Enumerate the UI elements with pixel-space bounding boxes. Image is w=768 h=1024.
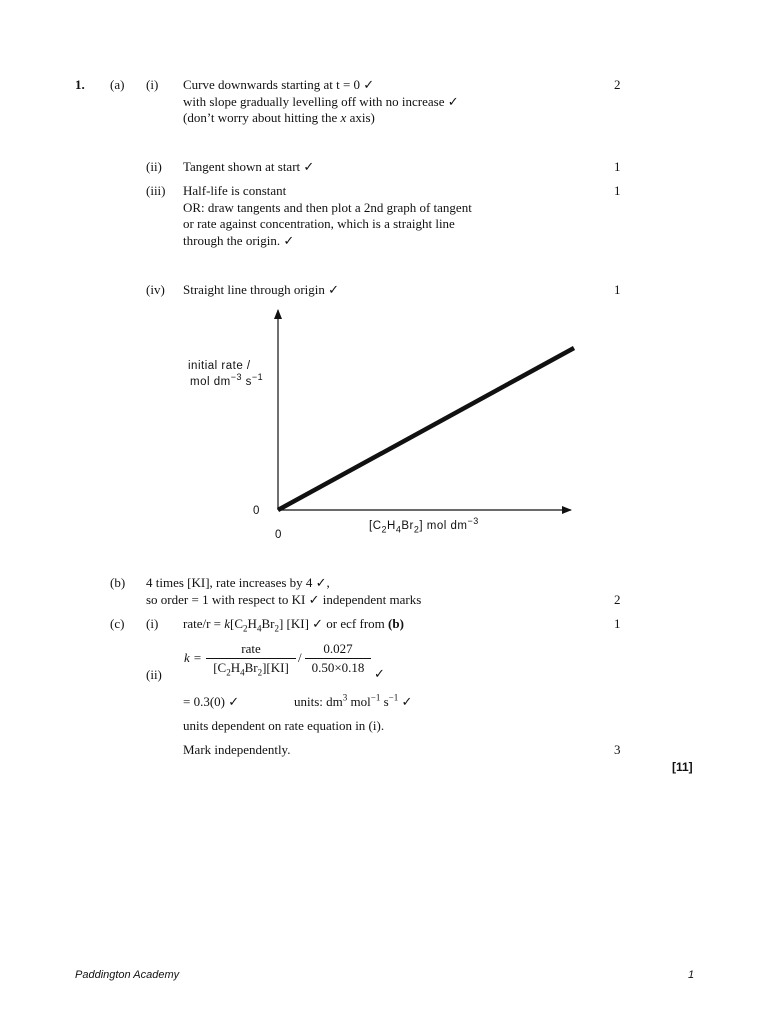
part-a-ii-marks: 1 [614,159,621,174]
part-a-i-line1: Curve downwards starting at t = 0 ✓ [183,77,375,92]
fraction-rate-over-conc [206,641,296,676]
part-a-i-marks: 2 [614,77,621,92]
part-a-ii-label: (ii) [146,159,162,174]
footer-page-number: 1 [688,969,695,981]
k-answer: = 0.3(0) ✓ [183,694,240,709]
fraction1-numerator: rate [241,641,261,656]
part-a-iii-marks: 1 [614,183,621,198]
part-c-label: (c) [110,616,125,631]
y-origin-label: 0 [253,505,260,517]
part-a-ii-text: Tangent shown at start ✓ [183,159,315,174]
part-c-ii-marks: 3 [614,742,621,757]
part-c-i-text: rate/r = $k[C_2H_4Br_2]$ [KI] ✓ or ecf from (b) [183,616,404,634]
part-a-iii-label: (iii) [146,183,166,198]
part-a-iii-line2: OR: draw tangents and then plot a 2nd graph of tangent [183,200,472,215]
x-axis-label: $[C_2H_4Br_2]$ mol $dm^{-3}$ [369,516,479,535]
part-a-iii-line1: Half-life is constant [183,183,287,198]
part-a-iv-marks: 1 [614,282,621,297]
mark-independently: Mark independently. [183,742,291,757]
k-units: units: $dm^3$ mol$^{-1}$ $s^{-1}$ ✓ [294,692,413,709]
fraction-numeric [305,641,371,676]
units-note: units dependent on rate equation in (i). [183,718,385,733]
part-b-marks: 2 [614,592,621,607]
k-equals: k = [184,650,202,665]
x-origin-label: 0 [275,529,282,541]
part-a-label: (a) [110,77,125,92]
fraction1-denominator: $[C_2H_4Br_2][KI]$ [213,660,289,678]
question-number: 1. [75,77,85,92]
fraction-check: ✓ [374,666,385,681]
part-b-label: (b) [110,575,126,590]
part-b-line1: 4 times [KI], rate increases by 4 ✓, [146,575,330,590]
part-a-i-line2: with slope gradually levelling off with no increase ✓ [183,94,459,109]
part-c-ii-label: (ii) [146,667,162,682]
part-b-line2: so order = 1 with respect to KI ✓ independent marks [146,592,422,607]
part-c-i-label: (i) [146,616,159,631]
total-marks: [11] [672,760,693,774]
footer-school: Paddington Academy [75,969,180,981]
y-axis-label-line1: initial rate / [188,360,251,372]
fraction2-denominator: 0.50×0.18 [311,660,365,675]
part-a-i-label: (i) [146,77,159,92]
part-a-iii-line3: or rate against concentration, which is a straight line [183,216,455,231]
series-line [278,348,574,510]
fraction2-numerator: 0.027 [323,641,353,656]
y-axis-label-line2: mol $dm^{-3}$ $s^{-1}$ [190,372,264,388]
part-c-i-marks: 1 [614,616,621,631]
part-a-iii-line4: through the origin. ✓ [183,233,295,248]
part-a-iv-label: (iv) [146,282,165,297]
part-a-i-line3: (don’t worry about hitting the x axis) [183,110,375,125]
part-a-iv-text: Straight line through origin ✓ [183,282,340,297]
fraction-separator: / [298,650,302,665]
